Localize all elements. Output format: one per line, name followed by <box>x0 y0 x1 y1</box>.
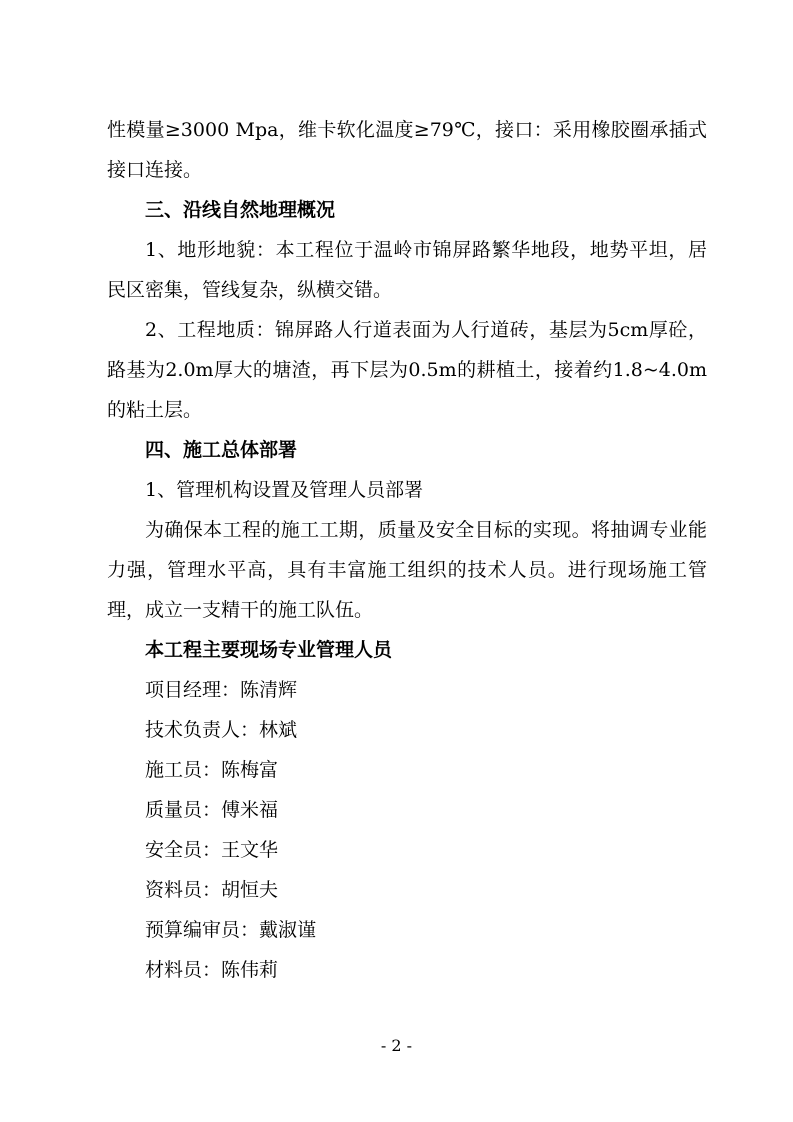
staff-item: 项目经理：陈清辉 <box>145 679 298 701</box>
paragraph-terrain: 1、地形地貌：本工程位于温岭市锦屏路繁华地段，地势平坦，居民区密集，管线复杂，纵横交错。 <box>107 239 707 301</box>
section-heading-natural-geography: 三、沿线自然地理概况 <box>145 199 336 221</box>
paragraph-geology: 2、工程地质：锦屏路人行道表面为人行道砖，基层为5cm厚砼，路基为2.0m厚大的塘渣，再下层为0.5m的耕植土，接着约1.8~4.0m的粘土层。 <box>107 319 707 421</box>
staff-item: 材料员：陈伟莉 <box>145 959 279 981</box>
staff-item: 预算编审员：戴淑谨 <box>145 919 317 941</box>
staff-item: 施工员：陈梅富 <box>145 759 279 781</box>
page-content <box>107 110 707 990</box>
staff-item: 质量员：傅米福 <box>145 799 279 821</box>
paragraph-spec-continued: 性模量≥3000 Mpa，维卡软化温度≥79℃，接口：采用橡胶圈承插式接口连接。 <box>107 119 707 181</box>
section-heading-construction-deployment: 四、施工总体部署 <box>145 439 298 461</box>
staff-list <box>107 670 707 990</box>
paragraph-management-body: 为确保本工程的施工工期，质量及安全目标的实现。将抽调专业能力强，管理水平高，具有丰富施工组织的技术人员。进行现场施工管理，成立一支精干的施工队伍。 <box>107 519 707 621</box>
staff-item: 技术负责人：林斌 <box>145 719 298 741</box>
page-number: - 2 - <box>380 1036 413 1055</box>
staff-item: 资料员：胡恒夫 <box>145 879 279 901</box>
staff-list-heading: 本工程主要现场专业管理人员 <box>145 639 393 661</box>
subsection-title-management: 1、管理机构设置及管理人员部署 <box>145 479 424 501</box>
staff-item: 安全员：王文华 <box>145 839 279 861</box>
